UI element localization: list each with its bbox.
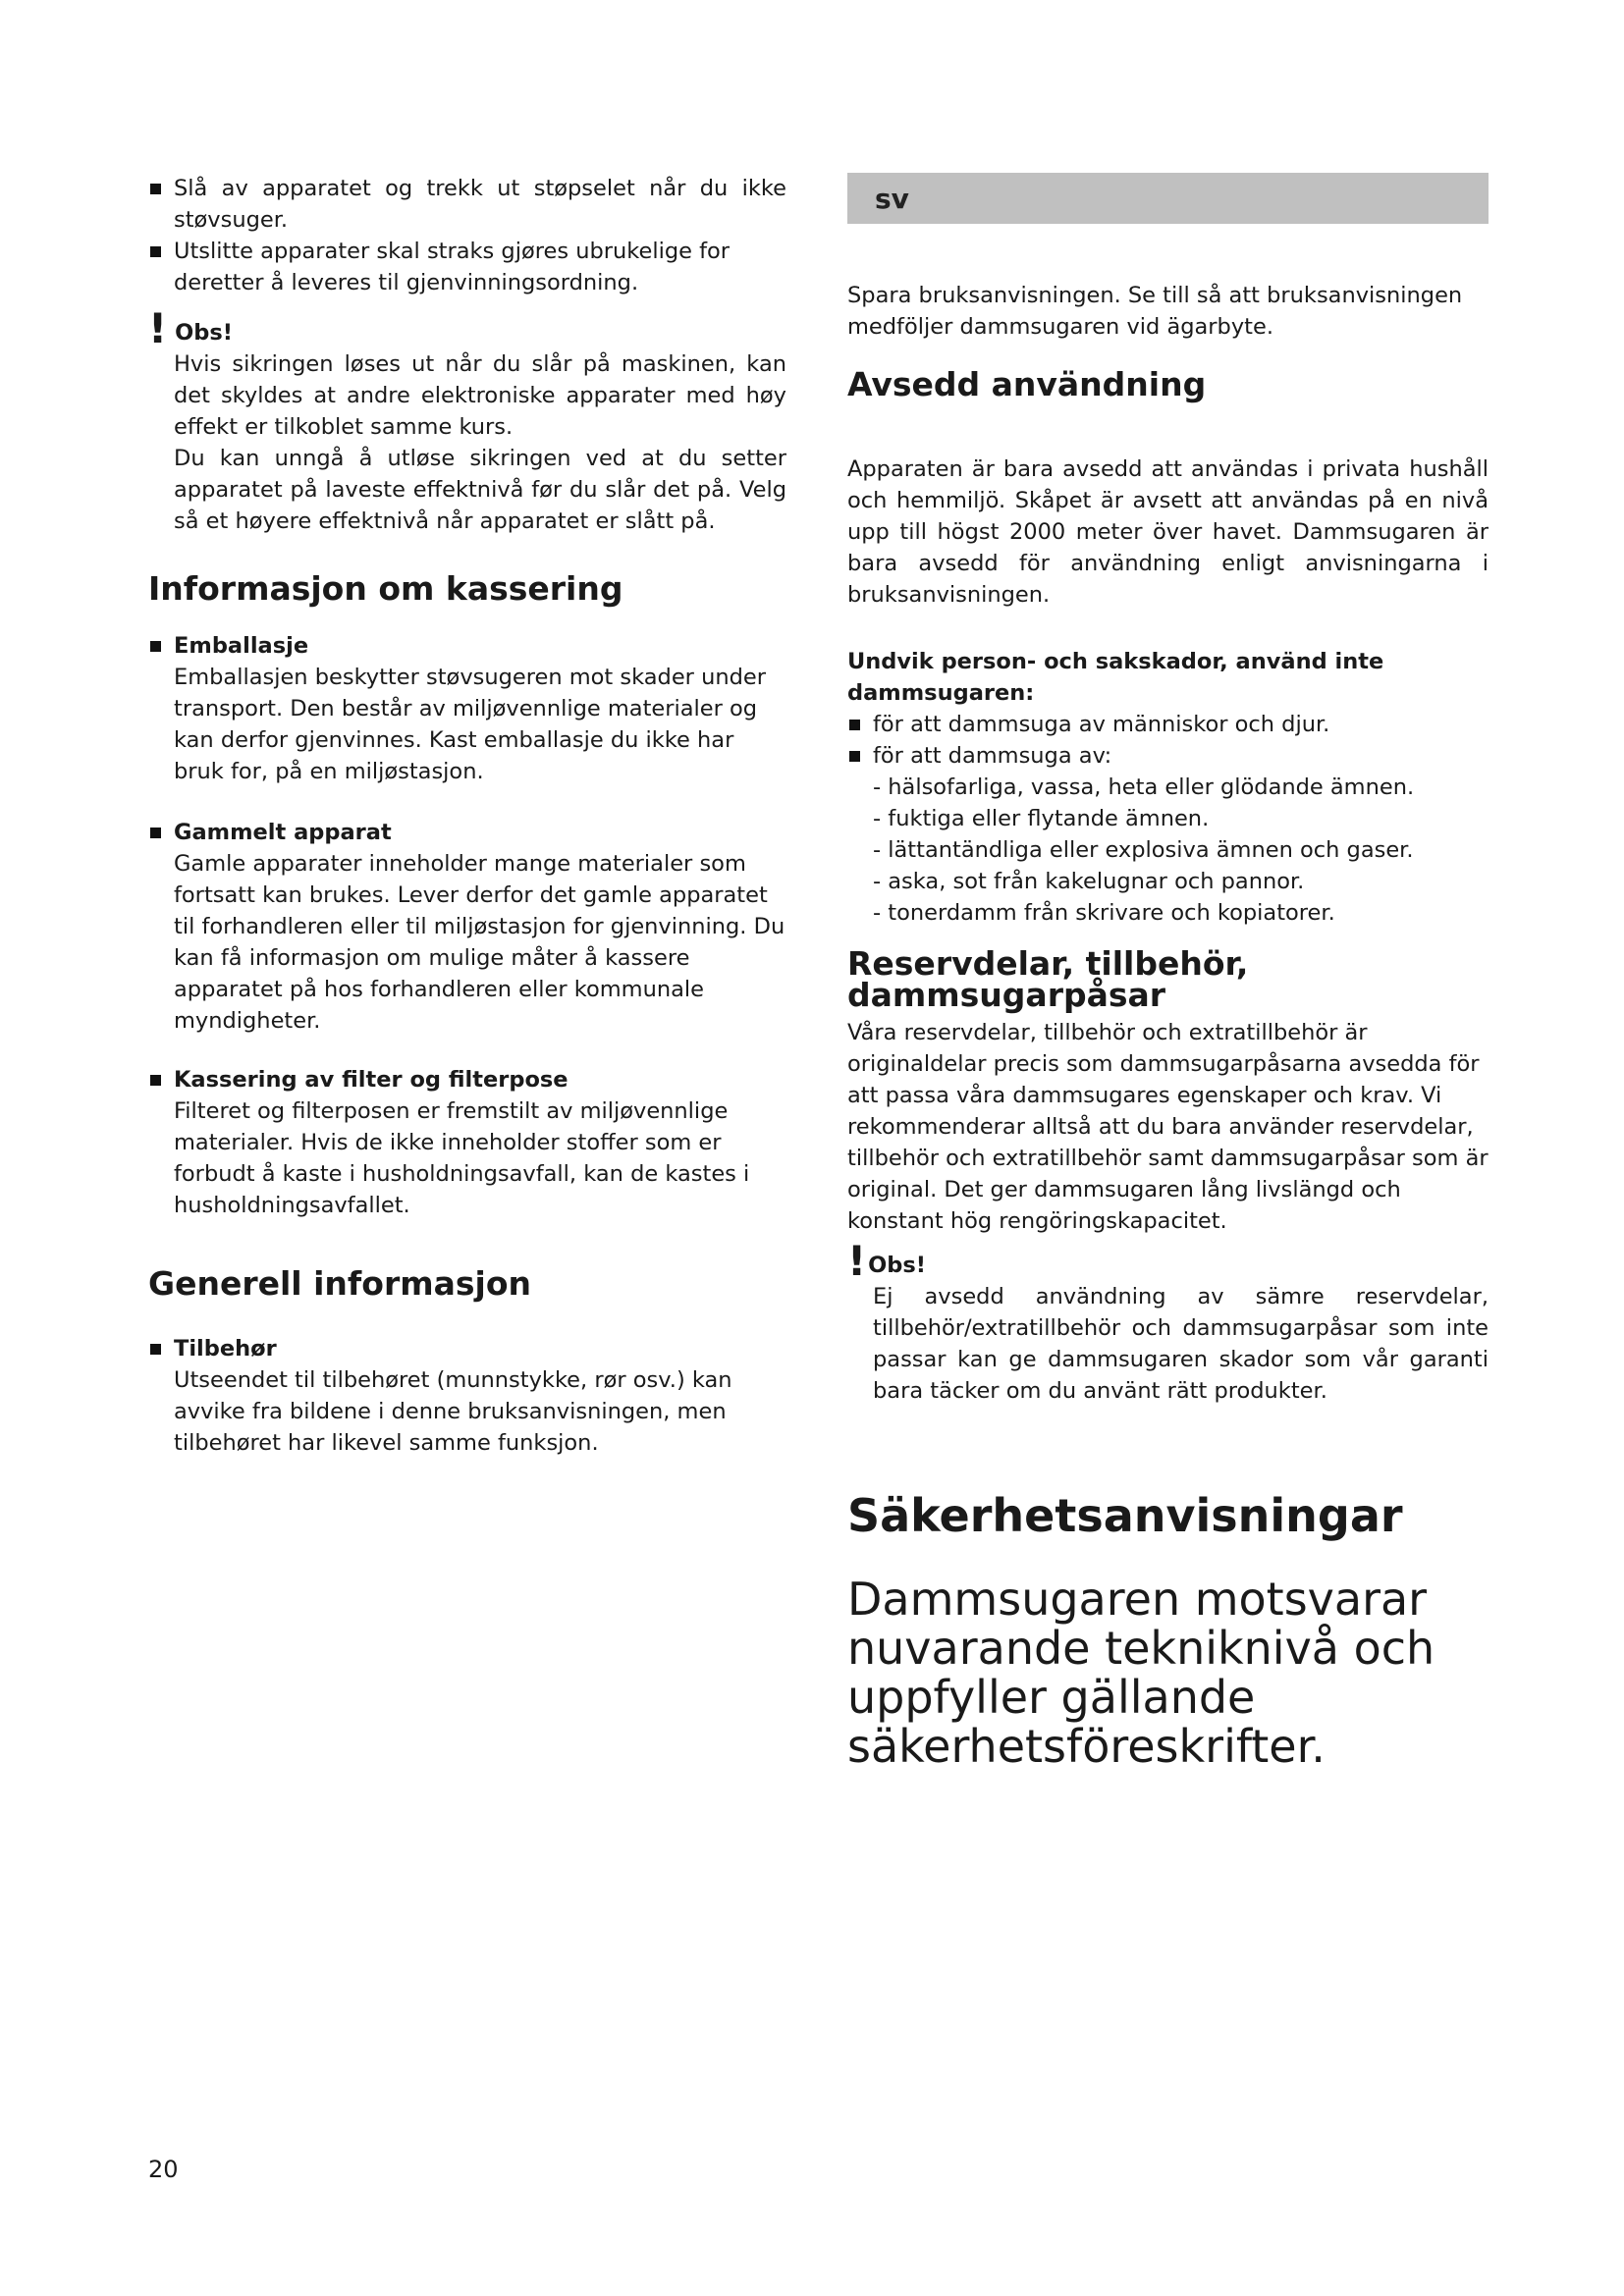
obs-text-2: Du kan unngå å utløse sikringen ved at du setter apparatet på laveste effektnivå før du slår det på. Velg så et høyere effektnivå når apparatet er slått på. xyxy=(174,446,786,534)
intended-use-heading: Avsedd användning xyxy=(847,365,1207,403)
sv-intro: Spara bruksanvisningen. Se till så att bruksanvisningen medföljer dammsugaren vid ägarbyte. xyxy=(847,283,1463,340)
obs-title: Obs! xyxy=(175,320,234,346)
general-item-accessories xyxy=(148,1333,786,1459)
misuse-bullet-1: för att dammsuga av människor och djur. xyxy=(847,709,1489,740)
dash-item: - tonerdamm från skrivare och kopiatorer. xyxy=(873,900,1335,926)
disposal-heading: Informasjon om kassering xyxy=(148,569,623,608)
misuse-dash-list xyxy=(847,772,1489,929)
page-number: 20 xyxy=(148,2156,179,2183)
intended-use-text: Apparaten är bara avsedd att användas i privata hushåll och hemmiljö. Skåpet är avsett att användas på en nivå upp till högst 2000 meter över havet. Dammsugaren är bara avsedd för användning enligt anvisningarna i bruksanvisningen. xyxy=(847,456,1489,608)
obs-title: Obs! xyxy=(868,1253,927,1278)
language-code: sv xyxy=(875,183,909,215)
old-appliance-text: Gamle apparater inneholder mange materialer som fortsatt kan brukes. Lever derfor det gamle apparatet til forhandleren eller til miljøstasjon for gjenvinning. Du kan få informasjon om mulige måter å kassere apparatet på hos forhandleren eller kommunale myndigheter. xyxy=(174,851,785,1034)
obs-note-left xyxy=(148,304,786,537)
spare-parts-text: Våra reservdelar, tillbehör och extratillbehör är originaldelar precis som dammsugarpåsarna avsedda för att passa våra dammsugares egenskaper och krav. Vi rekommenderar alltså att du bara använder reservdelar, tillbehör och extratillbehör samt dammsugarpåsar som är original. Det ger dammsugaren lång livslängd och konstant hög rengöringskapacitet. xyxy=(847,1020,1489,1234)
filter-title: Kassering av filter og filterpose xyxy=(148,1064,786,1095)
obs-text: Ej avsedd användning av sämre reservdelar, tillbehör/extratillbehör och dammsugarpåsar som inte passar kan ge dammsugaren skador som vår garanti bara täcker om du använt rätt produkter. xyxy=(873,1284,1489,1404)
disposal-item-old-appliance xyxy=(148,817,786,1037)
misuse-bullet-2: för att dammsuga av: xyxy=(847,740,1489,772)
intro-bullet-2: Utslitte apparater skal straks gjøres ubrukelige for deretter å leveres til gjenvinningsordning. xyxy=(148,236,786,298)
packaging-title: Emballasje xyxy=(148,630,786,662)
accessories-title: Tilbehør xyxy=(148,1333,786,1364)
warning-icon: ! xyxy=(148,304,168,352)
obs-text-1: Hvis sikringen løses ut når du slår på maskinen, kan det skyldes at andre elektroniske apparater med høy effekt er tilkoblet samme kurs. xyxy=(174,351,786,440)
intro-bullet-1: Slå av apparatet og trekk ut støpselet når du ikke støvsuger. xyxy=(148,173,786,236)
disposal-item-packaging xyxy=(148,630,786,787)
obs-note-right xyxy=(847,1237,1489,1407)
accessories-text: Utseendet til tilbehøret (munnstykke, rør osv.) kan avvike fra bildene i denne bruksanvisningen, men tilbehøret har likevel samme funksjon. xyxy=(174,1367,732,1456)
disposal-item-filter xyxy=(148,1064,786,1221)
warning-icon: ! xyxy=(847,1237,867,1285)
filter-text: Filteret og filterposen er fremstilt av miljøvennlige materialer. Hvis de ikke inneholder stoffer som er forbudt å kaste i husholdningsavfall, kan de kastes i husholdningsavfallet. xyxy=(174,1098,750,1218)
dash-item: - lättantändliga eller explosiva ämnen och gaser. xyxy=(873,837,1414,863)
misuse-warning xyxy=(847,646,1489,929)
dash-item: - hälsofarliga, vassa, heta eller glödande ämnen. xyxy=(873,774,1415,800)
old-appliance-title: Gammelt apparat xyxy=(148,817,786,848)
safety-heading: Säkerhetsanvisningar xyxy=(847,1489,1403,1542)
general-heading: Generell informasjon xyxy=(148,1264,531,1303)
packaging-text: Emballasjen beskytter støvsugeren mot skader under transport. Den består av miljøvennlige materialer og kan derfor gjenvinnes. Kast emballasje du ikke har bruk for, på en miljøstasjon. xyxy=(174,665,766,784)
dash-item: - aska, sot från kakelugnar och pannor. xyxy=(873,869,1305,894)
language-bar xyxy=(847,173,1489,224)
misuse-warning-title: Undvik person- och sakskador, använd inte dammsugaren: xyxy=(847,649,1384,706)
safety-lead: Dammsugaren motsvarar nuvarande tekniknivå och uppfyller gällande säkerhetsföreskrifter. xyxy=(847,1573,1435,1773)
spare-parts-heading: Reservdelar, tillbehör, dammsugarpåsar xyxy=(847,944,1249,1014)
dash-item: - fuktiga eller flytande ämnen. xyxy=(873,806,1210,831)
